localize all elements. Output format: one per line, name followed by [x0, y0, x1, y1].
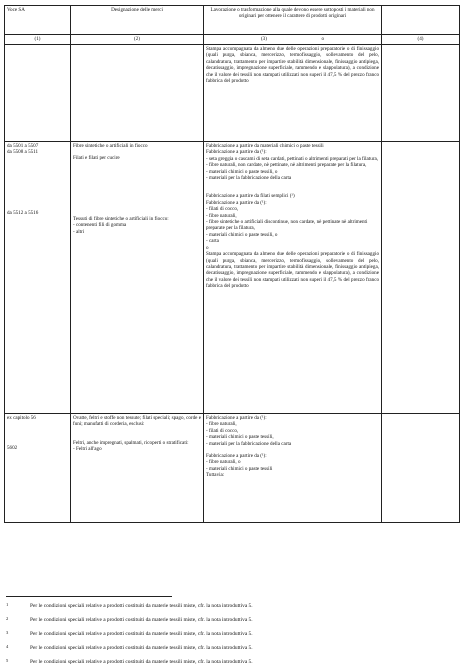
row-text-line: - materiali chimici o paste tessili, o	[206, 168, 278, 175]
footnote-separator	[6, 596, 172, 597]
row-description-cell	[71, 414, 204, 523]
header-hs-heading: Voce SA	[5, 6, 71, 35]
row-text-line: - fibre naturali,	[206, 212, 237, 219]
row-text-line: - fibre naturali, non cardate, nè pettinate, nè altrimenti preparate per la filatura,	[206, 162, 367, 169]
row-text-line: - filati di cocco,	[206, 206, 239, 213]
row-hs-cell	[5, 142, 71, 414]
row-text-line: Fabbricazione a partire da materiali chimici o paste tessili	[206, 143, 324, 149]
row-hs-cell	[5, 414, 71, 523]
row-text-line: da 5508 a 5511	[7, 149, 39, 156]
row-text-line: - altri	[73, 228, 85, 235]
row-text-line: - materiali chimici o paste tessili, o	[206, 231, 278, 238]
column-number-row	[5, 35, 460, 45]
header-row	[5, 6, 460, 35]
row-text-line: - fibre naturali, o	[206, 459, 241, 466]
row-processing-cell	[204, 45, 382, 142]
row-text-line: Stampa accompagnata da almeno due delle operazioni preparatorie o di finissaggio (quali purga, sbianca, mercerizzo, termofissaggio, sollevamento del pelo, calandratura, trattamento per impartire stabilità dimensionale, finissaggio antipiega, decatissaggio, impregnazione superficiale, rammendo e slappolatura), a condizione che il valore dei tessili non stampati utilizzati non superi il 47,5 % del prezzo franco fabbrica del prodotto	[206, 251, 379, 290]
row-text-line: Tessuti di fibre sintetiche o artificiali in fiocco:	[73, 215, 169, 222]
row-text-line: Fibre sintetiche o artificiali in fiocco	[73, 143, 148, 149]
row-text-line: - materiali chimici o paste tessili	[206, 465, 273, 472]
footnote-number: 5	[6, 658, 9, 663]
row-hs-cell	[5, 45, 71, 142]
row-text-line: - fibre sintetiche o artificiali discontinue, non cardate, nè pettinate nè altrimenti preparate per la filatura,	[206, 219, 368, 232]
rules-table	[4, 5, 460, 523]
footnote-text: Per le condizioni speciali relative a prodotti costituiti da materie tessili miste, cfr. la nota introduttiva 5.	[30, 659, 253, 665]
row-description-cell	[71, 142, 204, 414]
col-number-3	[204, 35, 382, 45]
col-number-2: (2)	[71, 35, 204, 45]
row-processing-cell	[204, 142, 382, 414]
row-text-line: da 5501 a 5507	[7, 143, 39, 149]
row-text-line: 5602	[7, 445, 18, 452]
footnote-text: Per le condizioni speciali relative a prodotti costituiti da materie tessili miste, cfr. la nota introduttiva 5.	[30, 603, 253, 609]
row-col4-cell	[382, 142, 460, 414]
col-number-4: (4)	[382, 35, 460, 45]
row-text-line: Tuttavia:	[206, 472, 225, 479]
row-text-line: - seta greggia o cascami di seta cardati, pettinati o altrimenti preparati per la filatura,	[206, 155, 378, 162]
row-text-line: Feltri, anche impregnati, spalmati, ricoperti o stratificati:	[73, 439, 189, 446]
row-text-line: - carta	[206, 238, 219, 245]
header-processing: Lavorazione o trasformazione alla quale devono essere sottoposti i materiali non originari per ottenere il carattere di prodotti originari	[204, 6, 382, 35]
col-number-1: (1)	[5, 35, 71, 45]
row-text-line: Ovatte, feltri e stoffe non tessute; filati speciali; spago, corde e funi; manufatti di corderia, esclusi:	[73, 415, 201, 428]
row-text-line: o	[206, 244, 209, 251]
row-text-line: - contenenti fili di gomma	[73, 222, 127, 229]
footnote-number: 4	[6, 644, 9, 649]
row-text-line: - Feltri all'ago	[73, 446, 102, 453]
row-text-line: - fibre naturali,	[206, 421, 237, 428]
row-col4-cell	[382, 414, 460, 523]
row-text-line: Filati e filati per cucire	[73, 155, 120, 162]
row-text-line: Fabbricazione a partire da (¹):	[206, 149, 267, 156]
col-or-label: o	[321, 36, 325, 42]
row-text-line: Fabbricazione a partire da filati semplici (¹)	[206, 193, 295, 200]
row-text-line: ex capitolo 56	[7, 415, 36, 421]
footnote-number: 3	[6, 630, 9, 635]
row-description-cell	[71, 45, 204, 142]
table-row	[5, 142, 460, 414]
footnote-number: 1	[6, 602, 9, 607]
row-text-line: - materiali per la fabbricazione della carta	[206, 440, 292, 447]
row-text-line: da 5512 a 5516	[7, 209, 39, 216]
footnote-text: Per le condizioni speciali relative a prodotti costituiti da materie tessili miste, cfr. la nota introduttiva 5.	[30, 645, 253, 651]
row-text-line: - filati di cocco,	[206, 427, 239, 434]
table-row	[5, 414, 460, 523]
footnote-text: Per le condizioni speciali relative a prodotti costituiti da materie tessili miste, cfr. la nota introduttiva 5.	[30, 631, 253, 637]
row-text-line: Fabbricazione a partire da (¹):	[206, 415, 267, 421]
row-text-line: Fabbricazione a partire da (¹):	[206, 453, 267, 460]
row-text-line: Stampa accompagnata da almeno due delle operazioni preparatorie o di finissaggio (quali purga, sbianca, mercerizzo, termofissaggio, sollevamento del pelo, calandratura, trattamento per impartire stabilità dimensionale, finissaggio antipiega, decatissaggio, impregnazione superficiale, rammendo e slappolatura), a condizione che il valore dei tessili non stampati utilizzati non superi il 47,5 % del prezzo franco fabbrica del prodotto	[206, 46, 379, 85]
footnote-text: Per le condizioni speciali relative a prodotti costituiti da materie tessili miste, cfr. la nota introduttiva 5.	[30, 617, 253, 623]
table-row	[5, 45, 460, 142]
row-processing-cell	[204, 414, 382, 523]
row-col4-cell	[382, 45, 460, 142]
header-description: Designazione delle merci	[71, 6, 204, 35]
col-number-3-label: (3)	[260, 36, 267, 42]
row-text-line: - materiali chimici o paste tessili,	[206, 434, 274, 441]
row-text-line: Fabbricazione a partire da (¹):	[206, 199, 267, 206]
header-empty-col4	[382, 6, 460, 35]
row-text-line: - materiali per la fabbricazione della carta	[206, 175, 292, 182]
footnote-number: 2	[6, 616, 9, 621]
